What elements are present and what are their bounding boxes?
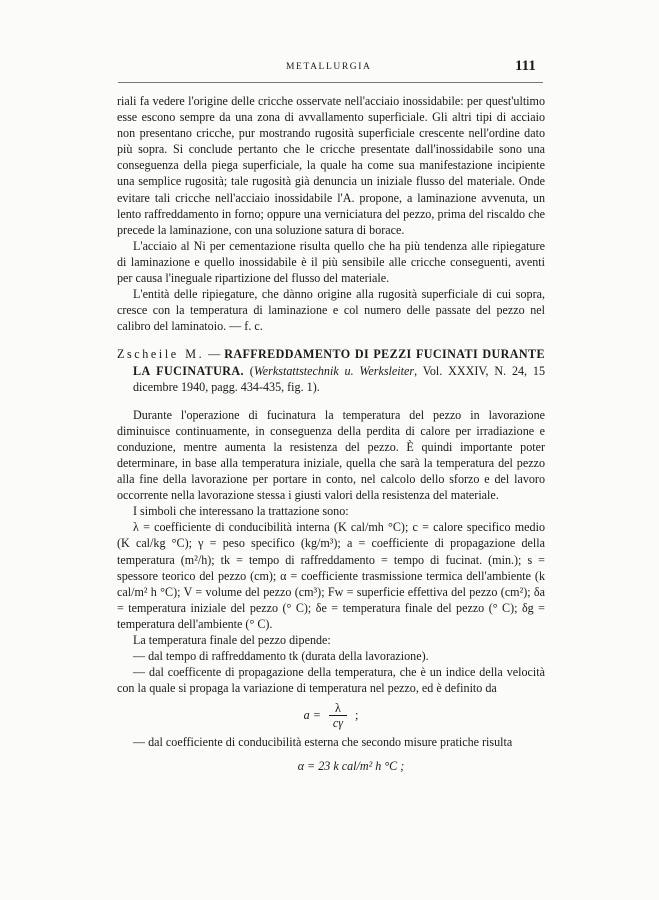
reference-dash: —	[204, 347, 225, 362]
item-propagation: — dal coefficente di propagazione della temperatura, che è un indice della velocità con la quale si propaga la variazione di temperatura nel pezzo, ed è definito da	[117, 665, 545, 696]
reference-author: Zscheile M.	[117, 347, 205, 362]
reference-title: RAFFREDDAMENTO DI PEZZI FUCINATI DURANTE LA FUCINATURA.	[133, 347, 545, 378]
paragraph-ni-steel: L'acciaio al Ni per cementazione risulta quello che ha più tendenza alle ripiegature di laminazione e quello inossidabile è il più sensibile alle cricche conseguenti, aventi per causa l'ineguale ripartizione del flusso del materiale.	[117, 238, 545, 286]
item-external-conductivity: — dal coefficiente di conducibilità esterna che secondo misure pratiche risulta	[133, 735, 513, 750]
paragraph-symbols-intro: I simboli che interessano la trattazione sono:	[133, 504, 349, 519]
paragraph-forging: Durante l'operazione di fucinatura la temperatura del pezzo in lavorazione diminuisce continuamente, in conseguenza della perdita di calore per irradiazione e conduzione, mentre aumenta la resistenza del pezzo. È quindi importante poter determinare, in base alla temperatura iniziale, quella che sarà la temperatura del pezzo alla fine della lavorazione per portare in conto, nel calcolo dello sforzo e del lavoro occorrente nella lavorazione stessa i giusti valori della resistenza del materiale.	[117, 407, 545, 503]
reference-details: , Vol. XXXIV, N. 24, 15 dicembre 1940, pagg. 434-435, fig. 1).	[133, 363, 545, 394]
equation-lhs: a =	[303, 708, 321, 723]
equation-fraction	[329, 701, 347, 730]
paragraph-folds: L'entità delle ripiegature, che dànno origine alla rugosità superficiale di cui sopra, cresce con la temperatura di laminazione e col numero delle passate del pezzo nel calibro del laminatoio. — f. c.	[117, 287, 545, 334]
bibliographic-reference	[117, 346, 545, 394]
equation-end: ;	[355, 708, 359, 723]
running-title: METALLURGIA	[286, 62, 372, 72]
equation-diffusivity	[117, 696, 545, 734]
page-number: 111	[515, 58, 536, 74]
equation-alpha: α = 23 k cal/m² h °C ;	[297, 759, 405, 774]
page-body	[117, 93, 545, 775]
item-cooling-time: — dal tempo di raffreddamento tk (durata della lavorazione).	[133, 649, 429, 664]
paragraph-depends: La temperatura finale del pezzo dipende:	[133, 633, 331, 647]
header-rule	[118, 82, 543, 83]
equation-numerator: λ	[329, 701, 347, 716]
symbols-list: λ = coefficiente di conducibilità interna (K cal/mh °C); c = calore specifico medio (K cal/kg °C); γ = peso specifico (kg/m³); a = coefficiente di propagazione della temperatura (m²/h); tk = tempo di raffreddamento = tempo di fucinat. (min.); s = spessore teorico del pezzo (cm); α = coefficiente trasmissione termica dell'ambiente (k cal/m² h °C); V = volume del pezzo (cm³); Fw = superficie effettiva del pezzo (cm²); δa = temperatura iniziale del pezzo (° C); δe = temperatura finale del pezzo (° C); δg = temperatura dell'ambiente (° C).	[117, 520, 545, 631]
equation-denominator: cγ	[332, 715, 343, 730]
page-header	[0, 58, 659, 82]
paragraph-continuation: riali fa vedere l'origine delle cricche osservate nell'acciaio inossidabile: per quest'ultimo esse escono sempre da una zona di avvallamento superficiale. Gli altri tipi di acciaio non presentano cricche, pur mostrando rugosità superficiale crescente nell'ordine dato più sopra. Si conclude pertanto che le cricche presentate dall'inossidabile sono una conseguenza della piega superficiale, la quale ha come sua manifestazione incipiente una semplice rugosità; tale rugosità già denuncia un iniziale flusso del materiale. Onde evitare tali cricche nell'acciaio inossidabile l'A. propone, a laminazione avvenuta, un lento raffreddamento in forno; oppure una verniciatura del pezzo, prima del riscaldo che precede la laminazione, con una soluzione satura di borace.	[117, 94, 545, 237]
reference-source-open: (	[243, 363, 254, 378]
reference-journal: Werkstattstechnik u. Werksleiter	[253, 363, 415, 378]
